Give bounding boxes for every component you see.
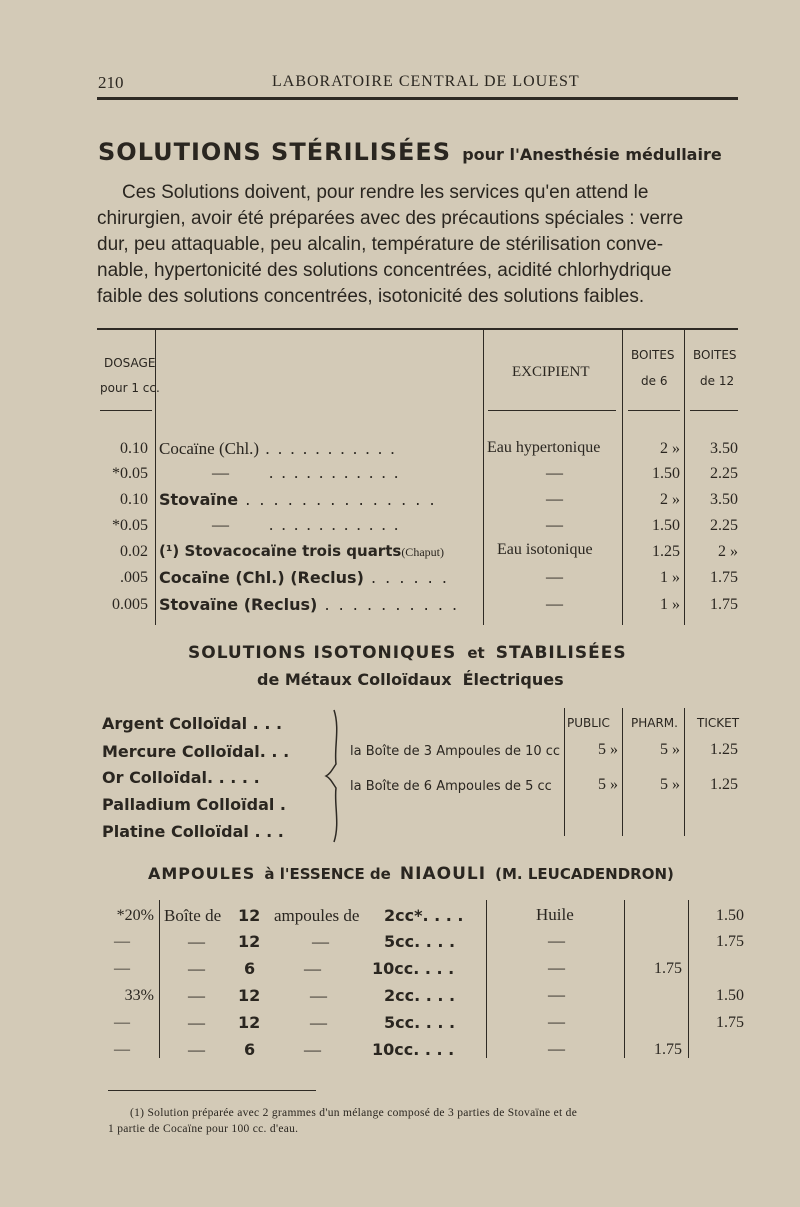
cell-b12: 2.25 [710, 517, 738, 534]
paragraph-line-5: faible des solutions concentrées, isotonicité des solutions faibles. [97, 286, 645, 307]
section3-title: AMPOULES à l'ESSENCE de NIAOULI (M. LEUCADENDRON) [148, 864, 674, 884]
cell-vol: 2cc. . . . [384, 986, 456, 1005]
cell-unit: — [310, 1013, 327, 1032]
header-public: PUBLIC [567, 716, 610, 730]
cell-desc: — [188, 986, 205, 1005]
header-boites-6-sub: de 6 [641, 374, 668, 388]
colloid-item: Mercure Colloïdal. . . [102, 742, 290, 761]
cell-qty: 12 [238, 986, 261, 1005]
cell-desc: — [188, 959, 205, 978]
cell-b6: 1.50 [652, 517, 680, 534]
cell-vol: 10cc. . . . [372, 959, 455, 978]
footnote-rule [108, 1090, 316, 1091]
cell-product: (¹) Stovacocaïne trois quarts(Chaput) [159, 542, 444, 560]
table2-col-divider [684, 708, 685, 836]
cell-price-1: 1.75 [654, 1041, 682, 1058]
table1-header-rule [628, 410, 680, 411]
cell-qty: 12 [238, 906, 261, 925]
table3-col-divider [688, 900, 689, 1058]
cell-public: 5 » [598, 741, 618, 758]
cell-dosage: 0.10 [120, 491, 148, 508]
cell-dosage: *0.05 [112, 517, 148, 534]
cell-b6: 1 » [660, 569, 680, 586]
cell-price-2: 1.75 [716, 1014, 744, 1031]
cell-excipient: Huile [536, 905, 574, 924]
cell-pct: — [114, 960, 130, 977]
cell-price-2: 1.75 [716, 933, 744, 950]
table1-header-rule [100, 410, 152, 411]
cell-b6: 2 » [660, 440, 680, 457]
cell-pharm: 5 » [660, 741, 680, 758]
table1-header-rule [488, 410, 616, 411]
cell-pharm: 5 » [660, 776, 680, 793]
cell-price-2: 1.50 [716, 907, 744, 924]
cell-ticket: 1.25 [710, 776, 738, 793]
cell-product: Stovaïne (Reclus) . . . . . . . . . . [159, 595, 460, 614]
table1-top-rule [97, 328, 738, 330]
cell-pct: — [114, 933, 130, 950]
cell-b6: 1.25 [652, 543, 680, 560]
section2-title-line2: de Métaux Colloïdaux Électriques [257, 670, 564, 689]
cell-excipient: — [546, 463, 563, 482]
colloid-item: Palladium Colloïdal . [102, 795, 286, 814]
cell-excipient: — [546, 567, 563, 586]
cell-excipient: — [548, 985, 565, 1004]
table2-col-divider [564, 708, 565, 836]
cell-unit: — [304, 1040, 321, 1059]
header-boites-12-sub: de 12 [700, 374, 735, 388]
cell-excipient: Eau isotonique [497, 541, 593, 558]
table2-col-divider [622, 708, 623, 836]
cell-desc: — [188, 1040, 205, 1059]
paragraph-line-3: dur, peu attaquable, peu alcalin, température de stérilisation conve- [97, 234, 664, 255]
table1-header-rule [690, 410, 738, 411]
cell-product: Cocaïne (Chl.) (Reclus) . . . . . . [159, 568, 449, 587]
cell-b12: 1.75 [710, 569, 738, 586]
section1-title [98, 138, 722, 166]
cell-unit: ampoules de [274, 906, 360, 925]
cell-b12: 2.25 [710, 465, 738, 482]
cell-dosage: 0.005 [112, 596, 148, 613]
cell-desc: Boîte de [164, 906, 222, 925]
table1-col-divider [155, 330, 156, 625]
cell-product: — . . . . . . . . . . . [212, 515, 401, 534]
cell-qty: 6 [244, 1040, 256, 1059]
cell-b12: 3.50 [710, 440, 738, 457]
cell-b12: 3.50 [710, 491, 738, 508]
cell-unit: — [312, 932, 329, 951]
cell-pct: 33% [124, 987, 154, 1004]
cell-ticket: 1.25 [710, 741, 738, 758]
table1-col-divider [483, 330, 484, 625]
cell-dosage: 0.02 [120, 543, 148, 560]
footnote-line-1: (1) Solution préparée avec 2 grammes d'un mélange composé de 3 parties de Stovaïne et de [130, 1107, 578, 1119]
header-rule [97, 97, 738, 100]
cell-pct: *20% [116, 907, 154, 924]
cell-dosage: *0.05 [112, 465, 148, 482]
cell-unit: — [310, 986, 327, 1005]
cell-vol: 10cc. . . . [372, 1040, 455, 1059]
cell-desc: — [188, 1013, 205, 1032]
header-dosage-unit: pour 1 cc. [100, 381, 160, 395]
colloid-pack-label: la Boîte de 3 Ampoules de 10 cc [350, 744, 561, 759]
table3-col-divider [624, 900, 625, 1058]
paragraph-line-2: chirurgien, avoir été préparées avec des précautions spéciales : verre [97, 208, 684, 229]
cell-dosage: 0.10 [120, 440, 148, 457]
cell-desc: — [188, 932, 205, 951]
table3-col-divider [486, 900, 487, 1058]
cell-excipient: — [548, 958, 565, 977]
cell-excipient: — [548, 1039, 565, 1058]
header-boites-12: BOITES [693, 348, 737, 362]
cell-product: Stovaïne . . . . . . . . . . . . . . [159, 490, 437, 509]
cell-b6: 1 » [660, 596, 680, 613]
cell-qty: 6 [244, 959, 256, 978]
header-dosage: DOSAGE [104, 356, 156, 370]
cell-pct: — [114, 1014, 130, 1031]
colloid-pack-label: la Boîte de 6 Ampoules de 5 cc [350, 779, 552, 794]
paragraph-line-1: Ces Solutions doivent, pour rendre les services qu'en attend le [122, 182, 649, 203]
header-excipient: EXCIPIENT [512, 364, 590, 380]
cell-vol: 2cc*. . . . [384, 906, 464, 925]
running-title: LABORATOIRE CENTRAL DE LOUEST [272, 73, 580, 90]
cell-excipient: — [546, 594, 563, 613]
cell-b12: 2 » [718, 543, 738, 560]
cell-excipient: Eau hypertonique [487, 439, 601, 456]
cell-qty: 12 [238, 932, 261, 951]
cell-b6: 2 » [660, 491, 680, 508]
brace-icon [322, 708, 346, 844]
cell-dosage: .005 [120, 569, 148, 586]
colloid-item: Argent Colloïdal . . . [102, 714, 283, 733]
table1-col-divider [622, 330, 623, 625]
section1-title-main: SOLUTIONS STÉRILISÉES [98, 138, 452, 166]
cell-price-2: 1.50 [716, 987, 744, 1004]
table1-col-divider [684, 330, 685, 625]
section2-title-line1: SOLUTIONS ISOTONIQUES et STABILISÉES [188, 643, 627, 663]
page-number: 210 [98, 73, 124, 92]
cell-unit: — [304, 959, 321, 978]
paragraph-line-4: nable, hypertonicité des solutions concentrées, acidité chlorhydrique [97, 260, 672, 281]
cell-excipient: — [548, 1012, 565, 1031]
footnote-line-2: 1 partie de Cocaïne pour 100 cc. d'eau. [108, 1123, 299, 1135]
header-ticket: TICKET [697, 716, 740, 730]
cell-vol: 5cc. . . . [384, 1013, 456, 1032]
cell-pct: — [114, 1041, 130, 1058]
cell-qty: 12 [238, 1013, 261, 1032]
cell-b12: 1.75 [710, 596, 738, 613]
cell-b6: 1.50 [652, 465, 680, 482]
colloid-item: Platine Colloïdal . . . [102, 822, 284, 841]
cell-product: Cocaïne (Chl.) . . . . . . . . . . . [159, 439, 397, 458]
cell-product: — . . . . . . . . . . . [212, 463, 401, 482]
header-boites-6: BOITES [631, 348, 675, 362]
colloid-item: Or Colloïdal. . . . . [102, 768, 260, 787]
section1-title-rest: pour l'Anesthésie médullaire [462, 145, 722, 164]
cell-excipient: — [548, 931, 565, 950]
table3-col-divider [159, 900, 160, 1058]
header-pharm: PHARM. [631, 716, 678, 730]
cell-excipient: — [546, 489, 563, 508]
cell-price-1: 1.75 [654, 960, 682, 977]
cell-excipient: — [546, 515, 563, 534]
cell-vol: 5cc. . . . [384, 932, 456, 951]
cell-public: 5 » [598, 776, 618, 793]
